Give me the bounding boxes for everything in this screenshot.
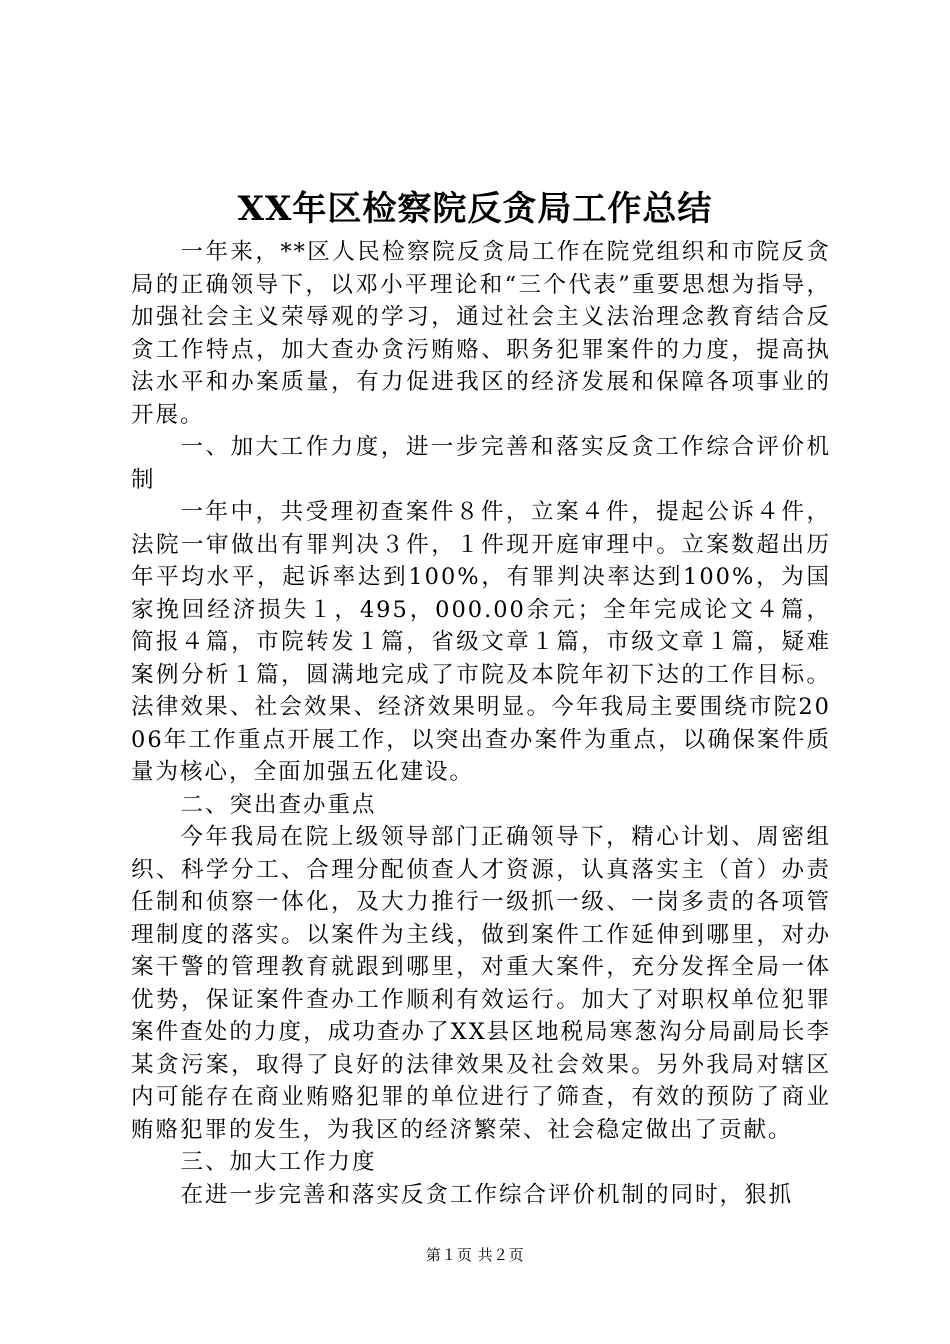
section-heading-1: 一、加大工作力度，进一步完善和落实反贪工作综合评价机制 (131, 434, 831, 493)
document-body (131, 236, 831, 1211)
page-number-footer: 第１页 共２页 (425, 1246, 525, 1264)
section-heading-3: 三、加大工作力度 (180, 1149, 377, 1175)
paragraph-intro: 一年来，**区人民检察院反贪局工作在院党组织和市院反贪局的正确领导下，以邓小平理论和“三个代表”重要思想为指导，加强社会主义荣辱观的学习，通过社会主义法治理念教育结合反贪工作特点，加大查办贪污贿赂、职务犯罪案件的力度，提高执法水平和办案质量，有力促进我区的经济发展和保障各项事业的开展。 (131, 239, 831, 428)
paragraph-section-1: 一年中，共受理初查案件８件，立案４件，提起公诉４件，法院一审做出有罪判决３件，１件现开庭审理中。立案数超出历年平均水平，起诉率达到100%，有罪判决率达到100%，为国家挽回经济损失１，495，000.00余元；全年完成论文４篇，简报４篇，市院转发１篇，省级文章１篇，市级文章１篇，疑难案例分析１篇，圆满地完成了市院及本院年初下达的工作目标。法律效果、社会效果、经济效果明显。今年我局主要围绕市院2006年工作重点开展工作，以突出查办案件为重点，以确保案件质量为核心，全面加强五化建设。 (131, 499, 831, 785)
section-heading-2: 二、突出查办重点 (180, 791, 377, 818)
paragraph-section-3: 在进一步完善和落实反贪工作综合评价机制的同时，狠抓 (180, 1181, 794, 1208)
paragraph-section-2: 今年我局在院上级领导部门正确领导下，精心计划、周密组织、科学分工、合理分配侦查人才资源，认真落实主（首）办责任制和侦察一体化，及大力推行一级抓一级、一岗多责的各项管理制度的落实。以案件为主线，做到案件工作延伸到哪里，对办案干警的管理教育就跟到哪里，对重大案件，充分发挥全局一体优势，保证案件查办工作顺利有效运行。加大了对职权单位犯罪案件查处的力度，成功查办了XX县区地税局寒葱沟分局副局长李某贪污案，取得了良好的法律效果及社会效果。另外我局对辖区内可能存在商业贿赂犯罪的单位进行了筛查，有效的预防了商业贿赂犯罪的发生，为我区的经济繁荣、社会稳定做出了贡献。 (131, 824, 831, 1143)
document-title: XX年区检察院反贪局工作总结 (237, 189, 713, 229)
